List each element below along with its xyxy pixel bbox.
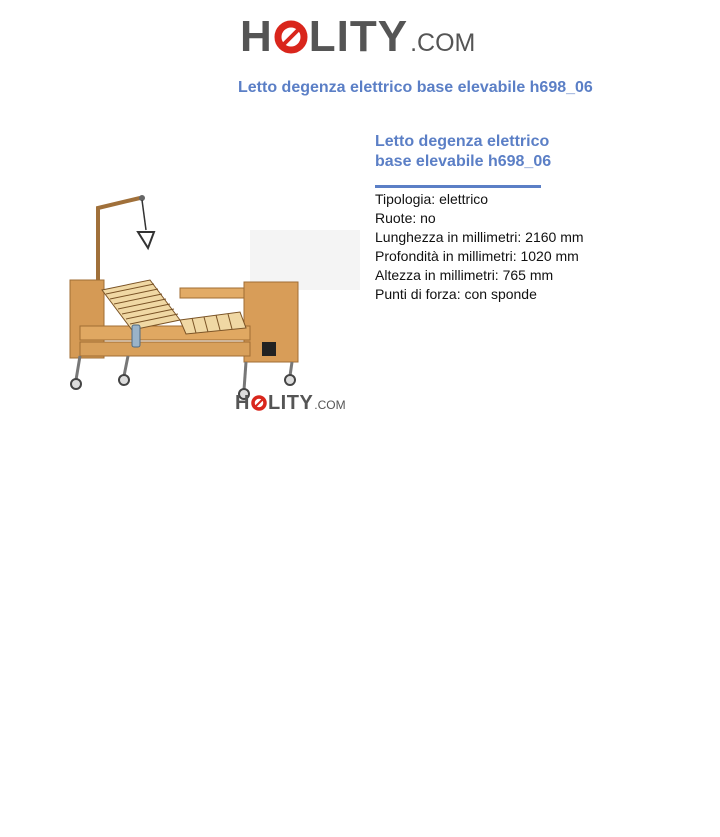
product-title: Letto degenza elettrico base elevabile h698_06 [375,133,552,170]
spec-tipologia: Tipologia: elettrico [375,191,489,207]
watermark-text-lity: LITY [267,392,314,414]
product-image [40,180,370,420]
spec-list [375,190,675,304]
spec-punti-di-forza: Punti di forza: con sponde [375,286,537,302]
logo-text-h: H [240,12,273,61]
page-title: Letto degenza elettrico base elevabile h698_06 [238,79,593,96]
site-logo[interactable] [240,14,475,60]
watermark-text-com: .COM [314,398,346,412]
spec-lunghezza: Lunghezza in millimetri: 2160 mm [375,229,584,245]
spec-profondita: Profondità in millimetri: 1020 mm [375,248,579,264]
product-info [375,132,675,304]
watermark-o-mark-icon [251,395,267,411]
spec-ruote: Ruote: no [375,210,436,226]
spec-altezza: Altezza in millimetri: 765 mm [375,267,554,283]
logo-text-com: .COM [410,29,476,57]
image-watermark-logo [235,392,346,414]
title-divider [375,185,541,188]
logo-text-lity: LITY [308,12,409,61]
watermark-text-h: H [235,392,250,414]
logo-o-mark-icon [274,20,308,54]
hospital-bed-illustration [40,180,370,420]
